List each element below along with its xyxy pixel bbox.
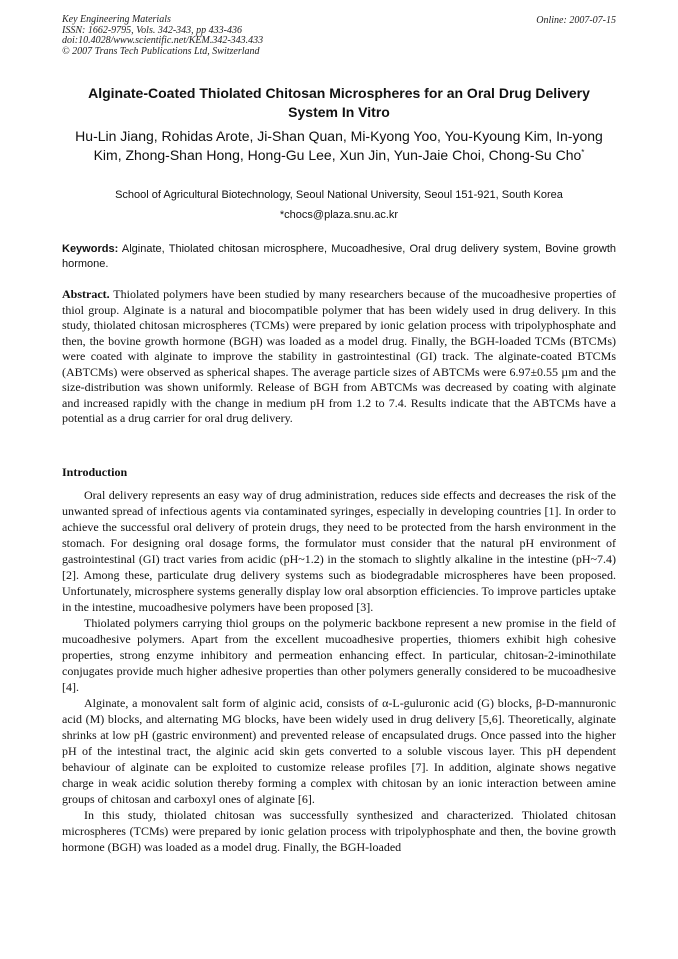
journal-header [62,15,263,57]
abstract-label: Abstract. [62,287,110,301]
journal-issn: ISSN: 1662-9795, Vols. 342-343, pp 433-436 [62,24,242,36]
keywords-label: Keywords: [62,243,119,255]
contact-email: *chocs@plaza.snu.ac.kr [279,209,399,221]
abstract-block [62,287,616,427]
abstract-text: Thiolated polymers have been studied by many researchers because of the mucoadhesive properties of thiol group. Alginate is a natural and biocompatible polymer that has been widely used in drug delivery. In this study, thiolated chitosan microspheres (TCMs) were prepared by ionic gelation process with tripolyphosphate and then, the bovine growth hormone (BGH) was loaded as a model drug. Finally, the BGH-loaded TCMs (BTCMs) were coated with alginate to improve the stability in gastrointestinal (GI) track. The alginate-coated BTCMs (ABTCMs) were observed as spherical shapes. The average particle sizes of ABTCMs were 6.97±0.55 µm and the size-distribution was shown uniformly. Release of BGH from ABTCMs was decreased by coating with alginate and increased rapidly with the change in medium pH from 1.2 to 7.4. Results indicate that the ABTCMs have a potential as a drug carrier for oral drug delivery. [62,287,616,425]
intro-paragraph: Oral delivery represents an easy way of drug administration, reduces side effects and decreases the risk of the unwanted spread of infectious agents via contaminated syringes, especially in developing countries [1]. In order to achieve the successful oral delivery of protein drugs, they need to be protected from the harsh environment in the stomach. For designing oral dosage forms, the formulator must consider that the natural pH environment of gastrointestinal (GI) tract varies from acidic (pH~1.2) in the stomach to slightly alkaline in the intestine (pH~7.4) [2]. Among these, particulate drug delivery systems such as biodegradable microspheres have been proposed. Unfortunately, microsphere systems generally display low oral absorption efficiencies. To improve particles uptake in the intestine, mucoadhesive polymers have been proposed [3]. [62,488,616,614]
introduction-body [62,487,616,855]
author-list [62,127,616,165]
paper-title: Alginate-Coated Thiolated Chitosan Microspheres for an Oral Drug Delivery System In Vitro [88,85,590,120]
author-names: Hu-Lin Jiang, Rohidas Arote, Ji-Shan Quan, Mi-Kyong Yoo, You-Kyoung Kim, In-yong Kim, Zhong-Shan Hong, Hong-Gu Lee, Xun Jin, Yun-Jaie Choi, Chong-Su Cho [75,128,603,163]
intro-paragraph: Alginate, a monovalent salt form of alginic acid, consists of α-L-guluronic acid (G) blocks, β-D-mannuronic acid (M) blocks, and alternating MG blocks, have been widely used in drug delivery [5,6]. Theoretically, alginate shrinks at low pH (gastric environment) and prevented release of encapsulated drugs. Once passed into the higher pH of the intestinal tract, the alginic acid skin gets converted to a soluble viscous layer. This pH dependent behaviour of alginate can be exploited to customize release profiles [7]. In addition, alginate shows negative charge in weak acidic solution thereby forming a complex with chitosan by an ionic interaction between amine groups of chitosan and carboxyl ones of alginate [6]. [62,696,616,806]
introduction-heading: Introduction [62,465,128,479]
keywords-block [62,242,616,272]
journal-copyright: © 2007 Trans Tech Publications Ltd, Switzerland [62,45,260,57]
intro-paragraph: Thiolated polymers carrying thiol groups on the polymeric backbone represent a new promise in the field of mucoadhesive polymers. Apart from the excellent mucoadhesive properties, thiomers exhibit high cohesive properties, strong enzyme inhibitory and permeation enhancing effect. In particular, chitosan-2-iminothilate conjugates provide much higher adhesive properties than other polymers generally considered to be mucoadhesive [4]. [62,616,616,694]
online-date: Online: 2007-07-15 [536,15,616,26]
corresponding-author-mark: * [581,147,585,157]
affiliation: School of Agricultural Biotechnology, Seoul National University, Seoul 151-921, South Korea [115,189,563,201]
journal-name: Key Engineering Materials [62,14,171,25]
keywords-text: Alginate, Thiolated chitosan microsphere, Mucoadhesive, Oral drug delivery system, Bovine growth hormone. [62,243,616,270]
intro-paragraph: In this study, thiolated chitosan was successfully synthesized and characterized. Thiolated chitosan microspheres (TCMs) were prepared by ionic gelation process with tripolyphosphate and then, the bovine growth hormone (BGH) was loaded as a model drug. Finally, the BGH-loaded [62,808,616,854]
journal-doi: doi:10.4028/www.scientific.net/KEM.342-343.433 [62,35,264,47]
